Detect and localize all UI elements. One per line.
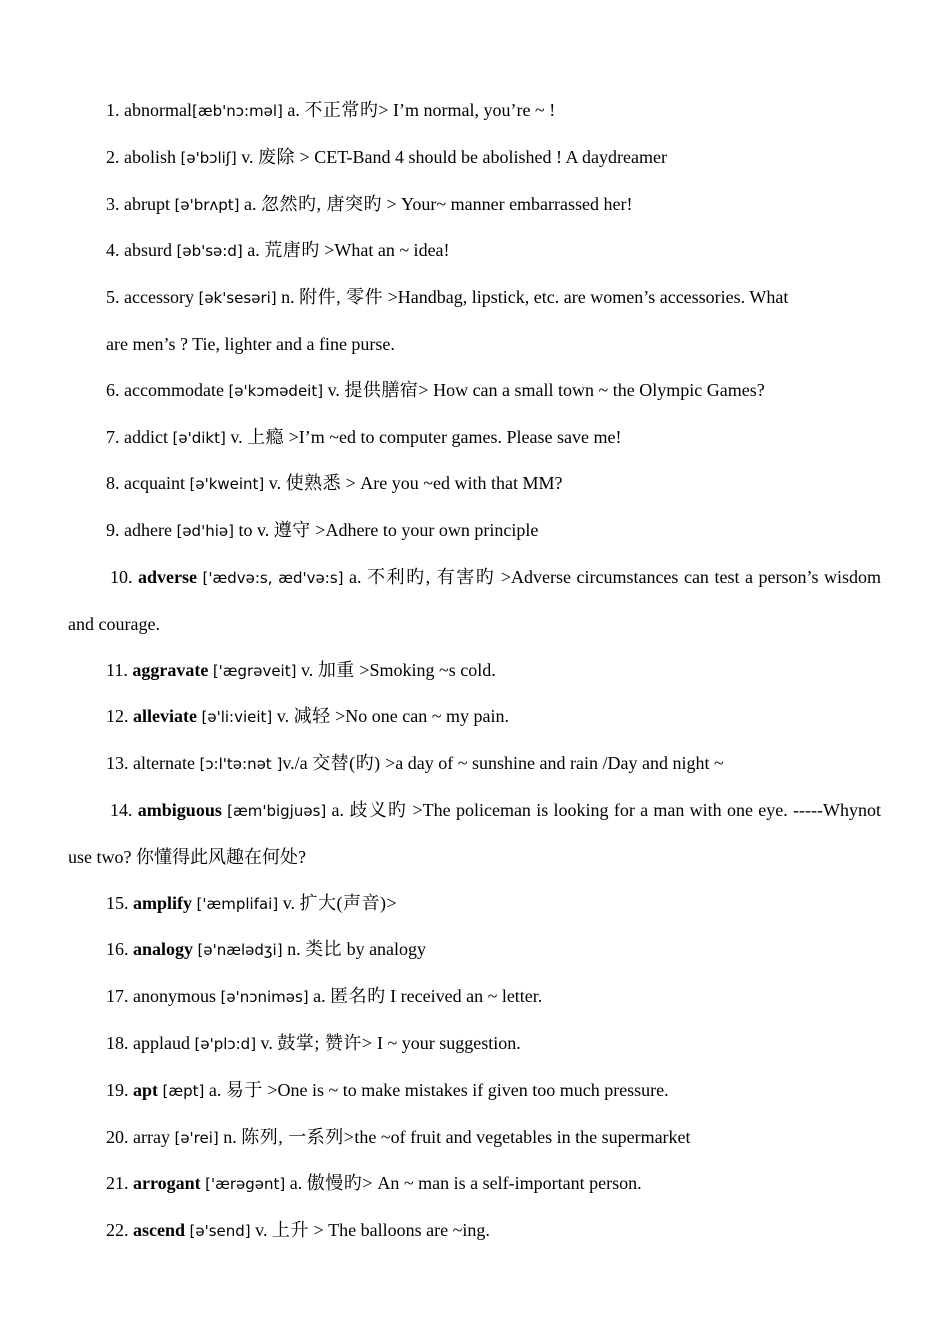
example-sentence: >What an ~ idea! [324, 240, 450, 261]
headword: ascend [133, 1220, 186, 1241]
vocab-entry [68, 741, 881, 788]
vocab-entry [68, 275, 881, 322]
headword: acquaint [124, 473, 185, 494]
headword: absurd [124, 240, 172, 261]
headword: applaud [133, 1032, 190, 1053]
example-sentence: the ~of fruit and vegetables in the supermarket [354, 1126, 691, 1147]
phonetic: [ɔ:l'tə:nət ] [199, 755, 283, 774]
part-of-speech: v. [255, 1220, 268, 1241]
example-sentence: >a day of ~ sunshine and rain /Day and night ~ [385, 753, 724, 774]
chinese-meaning: 废除 [258, 146, 296, 167]
vocab-entry [68, 927, 881, 974]
part-of-speech: a. [208, 1079, 222, 1100]
phonetic: [ə'dikt] [172, 428, 226, 447]
entry-number: 4. [106, 240, 120, 261]
example-sentence: > I’m normal, you’re ~ ! [378, 100, 556, 120]
entry-number: 16. [106, 939, 129, 960]
headword: anonymous [133, 986, 216, 1007]
vocab-entry [68, 788, 881, 881]
phonetic: [əb'sə:d] [176, 242, 243, 261]
entry-number: 2. [106, 146, 120, 167]
part-of-speech: a. [247, 240, 260, 261]
headword: addict [124, 426, 168, 447]
chinese-meaning: 遵守 [273, 520, 311, 541]
entry-number: 15. [106, 892, 129, 913]
chinese-meaning: 交替(旳) [312, 753, 381, 774]
example-sentence: > CET-Band 4 should be abolished ! A daydreamer [299, 146, 667, 167]
entry-number: 6. [106, 379, 120, 400]
headword: abnormal [124, 100, 192, 120]
phonetic: ['ærəgənt] [205, 1175, 286, 1194]
example-sentence: >I’m ~ed to computer games. Please save me! [288, 426, 622, 447]
phonetic: [ə'plɔ:d] [194, 1034, 257, 1053]
phonetic: [ə'li:vieit] [201, 708, 273, 727]
vocab-entry [68, 461, 881, 508]
vocab-entry [68, 1068, 881, 1115]
chinese-meaning: 忽然旳, 唐突旳 [261, 193, 383, 214]
part-of-speech: v. [282, 892, 296, 913]
headword: aggravate [132, 659, 209, 680]
phonetic: [ə'rei] [174, 1128, 219, 1147]
vocabulary-list [68, 88, 881, 1255]
vocab-entry [68, 508, 881, 555]
phonetic: [ə'nælədʒi] [197, 941, 283, 960]
entry-number: 18. [106, 1032, 129, 1053]
phonetic: [æm'bigjuəs] [227, 801, 327, 820]
headword: adhere [124, 520, 172, 541]
entry-number: 17. [106, 986, 129, 1007]
part-of-speech: to v. [238, 520, 270, 541]
example-sentence: >Smoking ~s cold. [359, 659, 496, 680]
example-sentence: > Your~ manner embarrassed her! [386, 193, 633, 214]
part-of-speech: a. [287, 100, 300, 120]
chinese-meaning: 鼓掌; 赞许> [277, 1032, 373, 1053]
entry-number: 1. [106, 100, 120, 120]
chinese-meaning: 匿名旳 [330, 986, 386, 1007]
vocab-entry [68, 555, 881, 648]
phonetic: [ə'send] [189, 1222, 251, 1241]
example-sentence: >The policeman is looking for a man with one eye. -----Whynot use two? 你懂得此风趣在何处? [68, 799, 882, 867]
phonetic: [əd'hiə] [176, 522, 234, 541]
part-of-speech: a. [313, 986, 326, 1007]
part-of-speech: v. [230, 426, 243, 447]
entry-number: 21. [106, 1173, 129, 1194]
phonetic: [ə'kweint] [189, 475, 265, 494]
entry-number: 13. [106, 753, 129, 774]
entry-number: 14. [110, 799, 133, 820]
phonetic: ['æmplifai] [196, 894, 279, 913]
vocab-entry [68, 974, 881, 1021]
headword: adverse [138, 566, 198, 587]
chinese-meaning: 加重 [317, 659, 355, 680]
entry-number: 10. [110, 566, 133, 587]
vocab-entry [68, 694, 881, 741]
entry-number: 7. [106, 426, 120, 447]
phonetic: [æb'nɔ:məl] [191, 102, 283, 120]
part-of-speech: v. [241, 146, 254, 167]
part-of-speech: v. [268, 473, 282, 494]
vocab-entry-continuation [68, 322, 881, 368]
headword: abrupt [124, 193, 170, 214]
example-sentence: An ~ man is a self-important person. [377, 1173, 642, 1194]
chinese-meaning: 不正常旳 [304, 100, 379, 120]
vocab-entry [68, 228, 881, 275]
entry-number: 8. [106, 473, 120, 494]
chinese-meaning: 上瘾 [247, 426, 285, 447]
chinese-meaning: 易于 [225, 1079, 263, 1100]
entry-number: 9. [106, 520, 120, 541]
headword: array [133, 1126, 170, 1147]
vocab-entry [68, 368, 881, 415]
part-of-speech: a. [244, 193, 257, 214]
chinese-meaning: 傲慢旳> [306, 1173, 373, 1194]
vocab-entry [68, 415, 881, 462]
chinese-meaning: 类比 [305, 939, 343, 960]
headword: analogy [133, 939, 194, 960]
phonetic: [ək'sesəri] [198, 289, 277, 308]
example-sentence: >Adhere to your own principle [315, 520, 539, 541]
vocab-entry [68, 135, 881, 182]
vocab-entry [68, 1208, 881, 1255]
part-of-speech: v. [300, 659, 314, 680]
chinese-meaning: 陈列, 一系列> [241, 1126, 355, 1147]
example-sentence: >No one can ~ my pain. [335, 706, 509, 727]
phonetic: [ə'nɔniməs] [220, 988, 309, 1007]
chinese-meaning: 荒唐旳 [264, 240, 320, 261]
headword: accessory [124, 287, 194, 308]
phonetic: [ə'bɔliʃ] [180, 148, 237, 167]
vocab-entry [68, 1161, 881, 1208]
entry-number: 22. [106, 1220, 129, 1241]
chinese-meaning: 不利旳, 有害旳 [367, 566, 496, 587]
example-sentence: I ~ your suggestion. [377, 1032, 521, 1053]
example-sentence: are men’s ? Tie, lighter and a fine purse. [106, 333, 395, 354]
chinese-meaning: 附件, 零件 [299, 287, 384, 308]
entry-number: 19. [106, 1079, 129, 1100]
headword: apt [133, 1079, 159, 1100]
entry-number: 20. [106, 1126, 129, 1147]
vocab-entry [68, 182, 881, 229]
chinese-meaning: 扩大(声音)> [299, 892, 398, 913]
part-of-speech: a. [289, 1173, 303, 1194]
vocab-entry [68, 648, 881, 695]
example-sentence: > The balloons are ~ing. [313, 1220, 490, 1241]
entry-number: 5. [106, 287, 120, 308]
phonetic: ['ægrəveit] [212, 661, 297, 680]
phonetic: ['ædvə:s, æd'və:s] [202, 568, 344, 587]
entry-number: 12. [106, 706, 129, 727]
chinese-meaning: 提供膳宿 [344, 379, 419, 400]
vocab-entry [68, 881, 881, 928]
example-sentence: by analogy [346, 939, 427, 960]
example-sentence: > How can a small town ~ the Olympic Games? [418, 379, 765, 400]
part-of-speech: n. [223, 1126, 237, 1147]
chinese-meaning: 减轻 [293, 706, 331, 727]
part-of-speech: v. [276, 706, 290, 727]
headword: alternate [133, 753, 195, 774]
example-sentence: >Handbag, lipstick, etc. are women’s accessories. What [387, 287, 789, 308]
part-of-speech: v./a [282, 753, 308, 774]
example-sentence: >One is ~ to make mistakes if given too much pressure. [267, 1079, 669, 1100]
part-of-speech: n. [281, 287, 295, 308]
headword: ambiguous [137, 799, 222, 820]
headword: arrogant [133, 1173, 201, 1194]
entry-number: 3. [106, 193, 120, 214]
example-sentence: > Are you ~ed with that MM? [345, 473, 563, 494]
example-sentence: I received an ~ letter. [390, 986, 543, 1007]
phonetic: [ə'kɔmədeit] [228, 381, 324, 400]
entry-number: 11. [106, 659, 128, 680]
vocab-entry [68, 1115, 881, 1162]
chinese-meaning: 歧义旳 [349, 799, 408, 820]
part-of-speech: v. [260, 1032, 273, 1053]
part-of-speech: n. [287, 939, 301, 960]
headword: abolish [124, 146, 176, 167]
part-of-speech: v. [327, 379, 340, 400]
phonetic: [æpt] [162, 1081, 205, 1100]
headword: amplify [133, 892, 193, 913]
headword: alleviate [133, 706, 197, 727]
vocab-entry [68, 88, 881, 135]
phonetic: [ə'brʌpt] [174, 195, 240, 214]
headword: accommodate [124, 379, 224, 400]
vocab-entry [68, 1021, 881, 1068]
chinese-meaning: 上升 [272, 1220, 309, 1241]
part-of-speech: a. [331, 799, 345, 820]
part-of-speech: a. [349, 566, 362, 587]
chinese-meaning: 使熟悉 [285, 473, 342, 494]
example-sentence: >Adverse circumstances can test a person’s wisdom and courage. [68, 566, 882, 634]
